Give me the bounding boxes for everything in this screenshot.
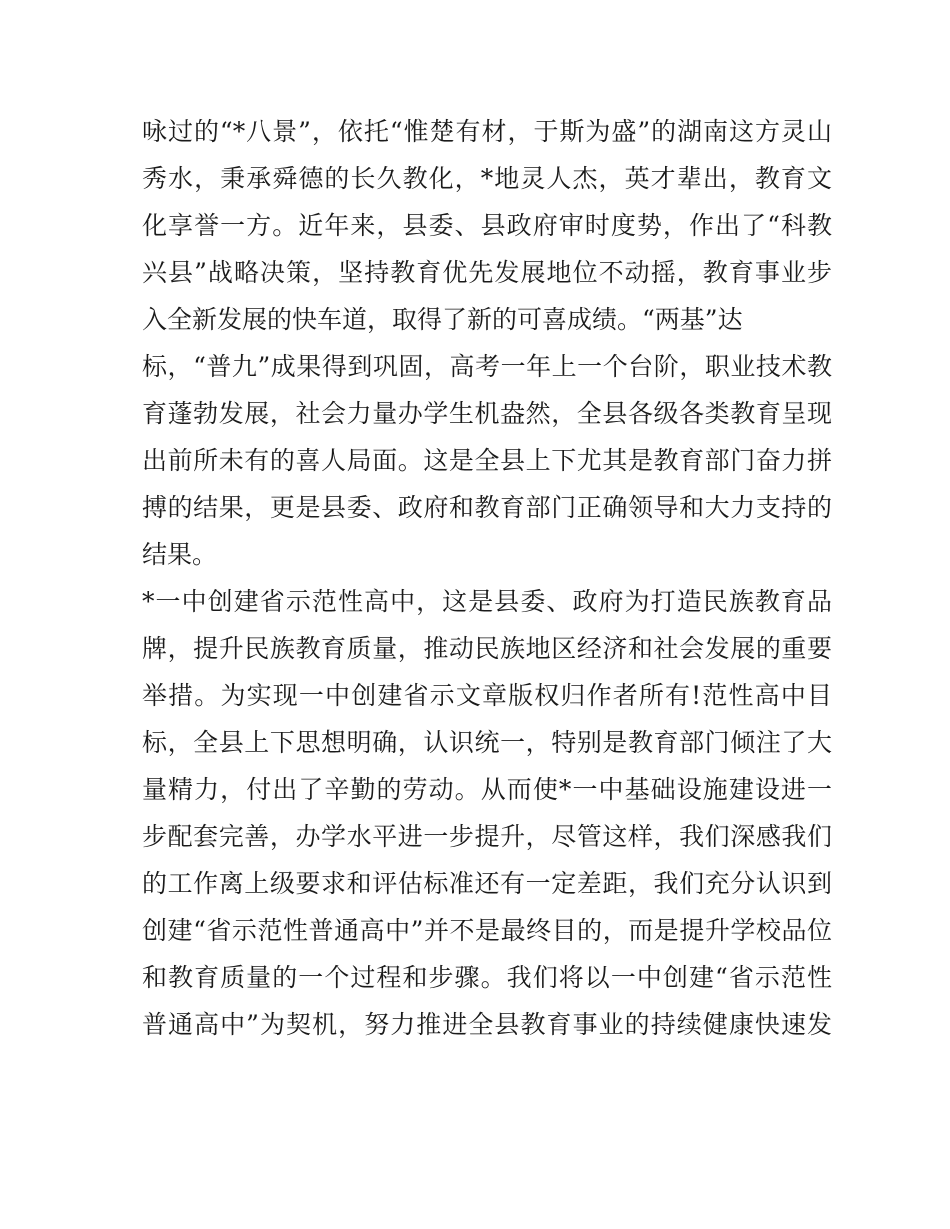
text-line: 量精力，付出了辛勤的劳动。从而使*一中基础设施建设进一 bbox=[142, 775, 832, 804]
text-line: 创建“省示范性普通高中”并不是最终目的，而是提升学校品位 bbox=[142, 916, 832, 945]
text-line: 标，“普九”成果得到巩固，高考一年上一个台阶，职业技术教 bbox=[142, 352, 832, 381]
text-line: 育蓬勃发展，社会力量办学生机盎然，全县各级各类教育呈现 bbox=[142, 399, 832, 428]
text-line: 出前所未有的喜人局面。这是全县上下尤其是教育部门奋力拼 bbox=[142, 446, 832, 475]
document-body bbox=[142, 108, 832, 1048]
text-line: 结果。 bbox=[142, 540, 218, 569]
text-line: 咏过的“*八景”，依托“惟楚有材，于斯为盛”的湖南这方灵山 bbox=[142, 117, 832, 146]
text-line: 和教育质量的一个过程和步骤。我们将以一中创建“省示范性 bbox=[142, 963, 832, 992]
text-line: 步配套完善，办学水平进一步提升，尽管这样，我们深感我们 bbox=[142, 822, 832, 851]
text-line: 牌，提升民族教育质量，推动民族地区经济和社会发展的重要 bbox=[142, 634, 832, 663]
text-line: 举措。为实现一中创建省示文章版权归作者所有!范性高中目 bbox=[142, 681, 832, 710]
text-line: 入全新发展的快车道，取得了新的可喜成绩。“两基”达 bbox=[142, 305, 743, 334]
text-line: 化享誉一方。近年来，县委、县政府审时度势，作出了“科教 bbox=[142, 211, 832, 240]
text-line: 兴县”战略决策，坚持教育优先发展地位不动摇，教育事业步 bbox=[142, 258, 832, 287]
text-line: 普通高中”为契机，努力推进全县教育事业的持续健康快速发 bbox=[142, 1010, 832, 1039]
text-line: 标，全县上下思想明确，认识统一，特别是教育部门倾注了大 bbox=[142, 728, 832, 757]
text-line: 搏的结果，更是县委、政府和教育部门正确领导和大力支持的 bbox=[142, 493, 832, 522]
text-line: 秀水，秉承舜德的长久教化，*地灵人杰，英才辈出，教育文 bbox=[142, 164, 832, 193]
text-line: 的工作离上级要求和评估标准还有一定差距，我们充分认识到 bbox=[142, 869, 832, 898]
text-line: *一中创建省示范性高中，这是县委、政府为打造民族教育品 bbox=[142, 587, 832, 616]
